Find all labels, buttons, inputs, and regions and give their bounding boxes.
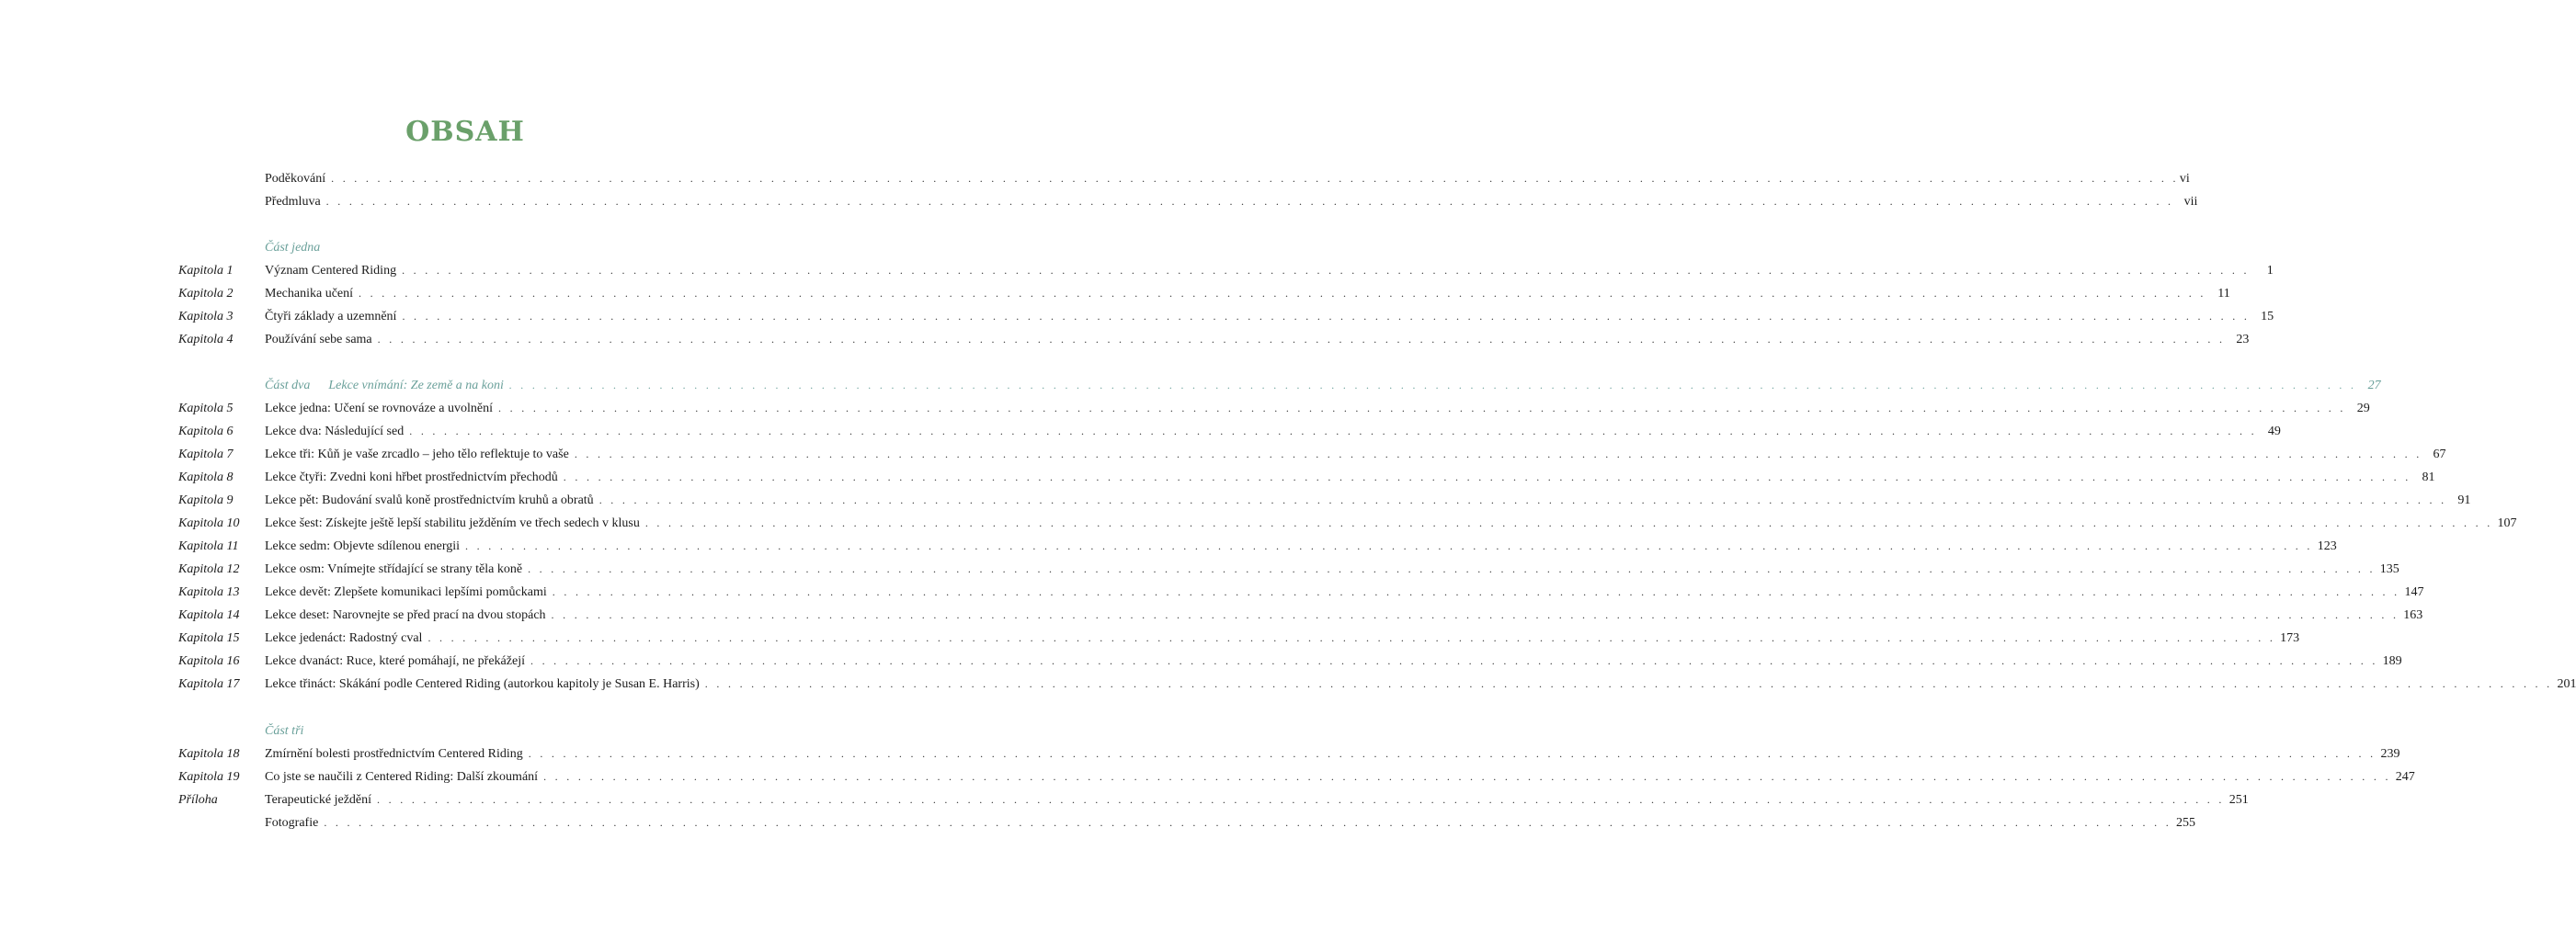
entry-title: Lekce jedna: Učení se rovnováze a uvolnění bbox=[265, 402, 494, 415]
leader-dots: . . . . . . . . . . . . . . . . . . . . . . . . . . . . . . . . . . . . . . . . . . . . . . . . . . . . . . . . . . . . . . . . . . . . . . . . . . . . . . . . . . . . . . . . . . . . . . . . . . . . . . . . . . . . . . . . . . . . . . . . . . . . . . . . . . . . . . . . . . . . . . . . . . . . . . . . . . . . . . . . bbox=[551, 608, 2399, 621]
page-number: 81 bbox=[2422, 470, 2435, 484]
leader-dots: . . . . . . . . . . . . . . . . . . . . . . . . . . . . . . . . . . . . . . . . . . . . . . . . . . . . . . . . . . . . . . . . . . . . . . . . . . . . . . . . . . . . . . . . . . . . . . . . . . . . . . . . . . . . . . . . . . . . . . . . . . . . . . . . . . . . . . . . . . . . . . . . . . . . . . . . . . . . . . . . bbox=[377, 793, 2225, 806]
page-number: vi bbox=[2179, 172, 2190, 186]
page-number: 251 bbox=[2228, 793, 2249, 807]
chapter-label: Kapitola 13 bbox=[178, 585, 240, 599]
entry-line bbox=[265, 788, 2249, 811]
entry-line bbox=[265, 535, 2337, 558]
toc-entry bbox=[0, 190, 2198, 213]
page-number: 123 bbox=[2317, 539, 2337, 553]
entry-title: Lekce tři: Kůň je vaše zrcadlo – jeho tělo reflektuje to vaše bbox=[265, 448, 569, 461]
entry-title: Používání sebe sama bbox=[265, 333, 372, 346]
toc-entry bbox=[0, 397, 2370, 420]
page-number: 255 bbox=[2176, 816, 2196, 830]
chapter-label: Kapitola 3 bbox=[178, 310, 234, 323]
leader-dots: . . . . . . . . . . . . . . . . . . . . . . . . . . . . . . . . . . . . . . . . . . . . . . . . . . . . . . . . . . . . . . . . . . . . . . . . . . . . . . . . . . . . . . . . . . . . . . . . . . . . . . . . . . . . . . . . . . . . . . . . . . . . . . . . . . . . . . . . . . . . . . . . . . . . . . . . . . . . . . . . bbox=[528, 562, 2376, 575]
leader-dots: . . . . . . . . . . . . . . . . . . . . . . . . . . . . . . . . . . . . . . . . . . . . . . . . . . . . . . . . . . . . . . . . . . . . . . . . . . . . . . . . . . . . . . . . . . . . . . . . . . . . . . . . . . . . . . . . . . . . . . . . . . . . . . . . . . . . . . . . . . . . . . . . . . . . . . . . . . . . . . . . bbox=[552, 585, 2400, 598]
leader-dots: . . . . . . . . . . . . . . . . . . . . . . . . . . . . . . . . . . . . . . . . . . . . . . . . . . . . . . . . . . . . . . . . . . . . . . . . . . . . . . . . . . . . . . . . . . . . . . . . . . . . . . . . . . . . . . . . . . . . . . . . . . . . . . . . . . . . . . . . . . . . . . . . . . . . . . . . . . . . . . . . bbox=[498, 402, 2346, 414]
page-title: OBSAH bbox=[405, 116, 525, 148]
page-number: 247 bbox=[2395, 770, 2415, 784]
entry-line bbox=[265, 558, 2399, 581]
toc-entry bbox=[0, 259, 2274, 282]
chapter-label: Kapitola 1 bbox=[178, 264, 234, 278]
entry-line bbox=[265, 720, 752, 743]
leader-dots: . . . . . . . . . . . . . . . . . . . . . . . . . . . . . . . . . . . . . . . . . . . . . . . . . . . . . . . . . . . . . . . . . . . . . . . . . . . . . . . . . . . . . . . . . . . . . . . . . . . . . . . . . . . . . . . . . . . . . . . . . . . . . . . . . . . . . . . . . . . . . . . . . . . . . . . . . . . . . . . . bbox=[377, 333, 2226, 346]
chapter-label: Kapitola 15 bbox=[178, 631, 240, 645]
page-number: 163 bbox=[2403, 608, 2423, 622]
entry-title: Lekce deset: Narovnejte se před prací na dvou stopách bbox=[265, 608, 546, 622]
chapter-label: Kapitola 16 bbox=[178, 654, 240, 668]
entry-line bbox=[265, 581, 2424, 604]
entry-line bbox=[265, 466, 2435, 489]
leader-dots: . . . . . . . . . . . . . . . . . . . . . . . . . . . . . . . . . . . . . . . . . . . . . . . . . . . . . . . . . . . . . . . . . . . . . . . . . . . . . . . . . . . . . . . . . . . . . . . . . . . . . . . . . . . . . . . . . . . . . . . . . . . . . . . . . . . . . . . . . . . . . . . . . . . . . . . . . . . . . . . . bbox=[324, 816, 2172, 829]
toc-part-heading bbox=[0, 374, 2381, 397]
leader-dots: . . . . . . . . . . . . . . . . . . . . . . . . . . . . . . . . . . . . . . . . . . . . . . . . . . . . . . . . . . . . . . . . . . . . . . . . . . . . . . . . . . . . . . . . . . . . . . . . . . . . . . . . . . . . . . . . . . . . . . . . . . . . . . . . . . . . . . . . . . . . . . . . . . . . . . . . . . . . . . . . bbox=[644, 516, 2493, 529]
toc-entry bbox=[0, 581, 2424, 604]
toc-entry bbox=[0, 673, 2576, 696]
entry-line bbox=[265, 397, 2370, 420]
entry-title: Čtyři základy a uzemnění bbox=[265, 310, 397, 323]
entry-title: Mechanika učení bbox=[265, 287, 354, 300]
page-number: 27 bbox=[2367, 379, 2381, 392]
entry-title: Lekce sedm: Objevte sdílenou energii bbox=[265, 539, 461, 553]
entry-line bbox=[265, 236, 752, 259]
leader-dots: . . . . . . . . . . . . . . . . . . . . . . . . . . . . . . . . . . . . . . . . . . . . . . . . . . . . . . . . . . . . . . . . . . . . . . . . . . . . . . . . . . . . . . . . . . . . . . . . . . . . . . . . . . . . . . . . . . . . . . . . . . . . . . . . . . . . . . . . . . . . . . . . . . . . . . . . . . . . . . . . bbox=[704, 677, 2553, 690]
entry-line bbox=[265, 420, 2281, 443]
entry-line bbox=[265, 650, 2402, 673]
entry-line bbox=[265, 305, 2274, 328]
toc-entry bbox=[0, 535, 2337, 558]
toc-entry bbox=[0, 512, 2517, 535]
chapter-label: Příloha bbox=[178, 793, 218, 807]
chapter-label: Kapitola 12 bbox=[178, 562, 240, 576]
page-number: 239 bbox=[2380, 747, 2400, 761]
toc-entry bbox=[0, 443, 2446, 466]
toc-entry bbox=[0, 811, 2196, 834]
entry-line bbox=[265, 328, 2250, 351]
entry-line bbox=[265, 512, 2517, 535]
toc-entry bbox=[0, 305, 2274, 328]
entry-line bbox=[265, 443, 2446, 466]
entry-title: Lekce čtyři: Zvedni koni hřbet prostřednictvím přechodů bbox=[265, 470, 558, 484]
entry-title: Poděkování bbox=[265, 172, 326, 186]
toc-entry bbox=[0, 743, 2400, 765]
entry-title: Lekce jedenáct: Radostný cval bbox=[265, 631, 423, 645]
entry-title: Terapeutické ježdění bbox=[265, 793, 372, 807]
leader-dots: . . . . . . . . . . . . . . . . . . . . . . . . . . . . . . . . . . . . . . . . . . . . . . . . . . . . . . . . . . . . . . . . . . . . . . . . . . . . . . . . . . . . . . . . . . . . . . . . . . . . . . . . . . . . . . . . . . . . . . . . . . . . . . . . . . . . . . . . . . . . . . . . . . . . . . . . . . . . . . . . bbox=[359, 287, 2206, 300]
entry-line bbox=[265, 259, 2274, 282]
page-number: 147 bbox=[2404, 585, 2424, 599]
page-number: 201 bbox=[2557, 677, 2576, 691]
leader-dots: . . . . . . . . . . . . . . . . . . . . . . . . . . . . . . . . . . . . . . . . . . . . . . . . . . . . . . . . . . . . . . . . . . . . . . . . . . . . . . . . . . . . . . . . . . . . . . . . . . . . . . . . . . . . . . . . . . . . . . . . . . . . . . . . . . . . . . . . . . . . . . . . . . . . . . . . . . . . . . . . bbox=[325, 195, 2174, 208]
part-title: Část jedna bbox=[265, 241, 321, 255]
chapter-label: Kapitola 4 bbox=[178, 333, 234, 346]
entry-line bbox=[265, 282, 2230, 305]
leader-dots: . . . . . . . . . . . . . . . . . . . . . . . . . . . . . . . . . . . . . . . . . . . . . . . . . . . . . . . . . . . . . . . . . . . . . . . . . . . . . . . . . . . . . . . . . . . . . . . . . . . . . . . . . . . . . . . . . . . . . . . . . . . . . . . . . . . . . . . . . . . . . . . . . . . . . . . . . . . . . . . . bbox=[530, 654, 2378, 667]
part-subtitle: Lekce vnímání: Ze země a na koni bbox=[328, 379, 504, 392]
chapter-label: Kapitola 6 bbox=[178, 425, 234, 438]
chapter-label: Kapitola 5 bbox=[178, 402, 234, 415]
leader-dots: . . . . . . . . . . . . . . . . . . . . . . . . . . . . . . . . . . . . . . . . . . . . . . . . . . . . . . . . . . . . . . . . . . . . . . . . . . . . . . . . . . . . . . . . . . . . . . . . . . . . . . . . . . . . . . . . . . . . . . . . . . . . . . . . . . . . . . . . . . . . . . . . . . . . . . . . . . . . . . . . bbox=[465, 539, 2313, 552]
page-number: 107 bbox=[2497, 516, 2517, 530]
page-number: 91 bbox=[2457, 493, 2471, 507]
leader-dots: . . . . . . . . . . . . . . . . . . . . . . . . . . . . . . . . . . . . . . . . . . . . . . . . . . . . . . . . . . . . . . . . . . . . . . . . . . . . . . . . . . . . . . . . . . . . . . . . . . . . . . . . . . . . . . . . . . . . . . . . . . . . . . . . . . . . . . . . . . . . . . . . . . . . . . . . . . . . . . . . bbox=[409, 425, 2257, 437]
entry-line bbox=[265, 743, 2400, 765]
toc-entry bbox=[0, 558, 2399, 581]
toc-entry bbox=[0, 788, 2249, 811]
entry-line bbox=[265, 190, 2198, 213]
entry-line bbox=[265, 167, 2190, 190]
toc-entry bbox=[0, 650, 2402, 673]
entry-title: Lekce šest: Získejte ještě lepší stabilitu ježděním ve třech sedech v klusu bbox=[265, 516, 640, 530]
leader-dots: . . . . . . . . . . . . . . . . . . . . . . . . . . . . . . . . . . . . . . . . . . . . . . . . . . . . . . . . . . . . . . . . . . . . . . . . . . . . . . . . . . . . . . . . . . . . . . . . . . . . . . . . . . . . . . . . . . . . . . . . . . . . . . . . . . . . . . . . . . . . . . . . . . . . . . . . . . . . . . . . bbox=[508, 379, 2357, 391]
toc-entry bbox=[0, 489, 2471, 512]
leader-dots: . . . . . . . . . . . . . . . . . . . . . . . . . . . . . . . . . . . . . . . . . . . . . . . . . . . . . . . . . . . . . . . . . . . . . . . . . . . . . . . . . . . . . . . . . . . . . . . . . . . . . . . . . . . . . . . . . . . . . . . . . . . . . . . . . . . . . . . . . . . . . . . . . . . . . . . . . . . . . . . . bbox=[427, 631, 2276, 644]
page-number: 29 bbox=[2356, 402, 2370, 415]
entry-title: Lekce dva: Následující sed bbox=[265, 425, 405, 438]
leader-dots: . . . . . . . . . . . . . . . . . . . . . . . . . . . . . . . . . . . . . . . . . . . . . . . . . . . . . . . . . . . . . . . . . . . . . . . . . . . . . . . . . . . . . . . . . . . . . . . . . . . . . . . . . . . . . . . . . . . . . . . . . . . . . . . . . . . . . . . . . . . . . . . . . . . . . . . . . . . . . . . . bbox=[563, 470, 2411, 483]
chapter-label: Kapitola 10 bbox=[178, 516, 240, 530]
toc-entry bbox=[0, 604, 2423, 627]
page-number: 23 bbox=[2236, 333, 2250, 346]
toc-entry bbox=[0, 282, 2230, 305]
toc-entry bbox=[0, 627, 2300, 650]
toc-part-heading bbox=[0, 236, 941, 259]
toc-entry bbox=[0, 167, 2190, 190]
entry-title: Lekce osm: Vnímejte střídající se strany těla koně bbox=[265, 562, 523, 576]
chapter-label: Kapitola 7 bbox=[178, 448, 234, 461]
leader-dots: . . . . . . . . . . . . . . . . . . . . . . . . . . . . . . . . . . . . . . . . . . . . . . . . . . . . . . . . . . . . . . . . . . . . . . . . . . . . . . . . . . . . . . . . . . . . . . . . . . . . . . . . . . . . . . . . . . . . . . . . . . . . . . . . . . . . . . . . . . . . . . . . . . . . . . . . . . . . . . . . bbox=[574, 448, 2422, 460]
page-number: 135 bbox=[2379, 562, 2399, 576]
leader-dots: . . . . . . . . . . . . . . . . . . . . . . . . . . . . . . . . . . . . . . . . . . . . . . . . . . . . . . . . . . . . . . . . . . . . . . . . . . . . . . . . . . . . . . . . . . . . . . . . . . . . . . . . . . . . . . . . . . . . . . . . . . . . . . . . . . . . . . . . . . . . . . . . . . . . . . . . . . . . . . . . bbox=[402, 310, 2251, 323]
toc-part-heading bbox=[0, 720, 941, 743]
entry-title: Lekce pět: Budování svalů koně prostřednictvím kruhů a obratů bbox=[265, 493, 594, 507]
entry-line bbox=[265, 765, 2415, 788]
page-number: 173 bbox=[2280, 631, 2300, 645]
chapter-label: Kapitola 18 bbox=[178, 747, 240, 761]
page-number: 67 bbox=[2433, 448, 2446, 461]
part-title: Část tři bbox=[265, 724, 304, 738]
page-number: 11 bbox=[2217, 287, 2230, 300]
toc-entry bbox=[0, 466, 2435, 489]
chapter-label: Kapitola 19 bbox=[178, 770, 240, 784]
toc-entry bbox=[0, 328, 2250, 351]
part-title: Část dva bbox=[265, 379, 311, 392]
entry-title: Lekce devět: Zlepšete komunikaci lepšími pomůckami bbox=[265, 585, 547, 599]
entry-title: Co jste se naučili z Centered Riding: Další zkoumání bbox=[265, 770, 539, 784]
page-number: 1 bbox=[2266, 264, 2274, 278]
entry-line bbox=[265, 489, 2471, 512]
chapter-label: Kapitola 9 bbox=[178, 493, 234, 507]
entry-title: Význam Centered Riding bbox=[265, 264, 397, 278]
chapter-label: Kapitola 8 bbox=[178, 470, 234, 484]
chapter-label: Kapitola 14 bbox=[178, 608, 240, 622]
chapter-label: Kapitola 11 bbox=[178, 539, 239, 553]
leader-dots: . . . . . . . . . . . . . . . . . . . . . . . . . . . . . . . . . . . . . . . . . . . . . . . . . . . . . . . . . . . . . . . . . . . . . . . . . . . . . . . . . . . . . . . . . . . . . . . . . . . . . . . . . . . . . . . . . . . . . . . . . . . . . . . . . . . . . . . . . . . . . . . . . . . . . . . . . . . . . . . . bbox=[331, 172, 2179, 185]
entry-line bbox=[265, 374, 2381, 397]
entry-title: Zmírnění bolesti prostřednictvím Centered Riding bbox=[265, 747, 523, 761]
entry-line bbox=[265, 604, 2423, 627]
entry-line bbox=[265, 627, 2300, 650]
page-number: 49 bbox=[2267, 425, 2281, 438]
leader-dots: . . . . . . . . . . . . . . . . . . . . . . . . . . . . . . . . . . . . . . . . . . . . . . . . . . . . . . . . . . . . . . . . . . . . . . . . . . . . . . . . . . . . . . . . . . . . . . . . . . . . . . . . . . . . . . . . . . . . . . . . . . . . . . . . . . . . . . . . . . . . . . . . . . . . . . . . . . . . . . . . bbox=[528, 747, 2377, 760]
leader-dots: . . . . . . . . . . . . . . . . . . . . . . . . . . . . . . . . . . . . . . . . . . . . . . . . . . . . . . . . . . . . . . . . . . . . . . . . . . . . . . . . . . . . . . . . . . . . . . . . . . . . . . . . . . . . . . . . . . . . . . . . . . . . . . . . . . . . . . . . . . . . . . . . . . . . . . . . . . . . . . . . bbox=[402, 264, 2250, 277]
entry-line bbox=[265, 811, 2196, 834]
toc-entry bbox=[0, 420, 2281, 443]
page-number: 189 bbox=[2382, 654, 2402, 668]
page-number: vii bbox=[2183, 195, 2198, 209]
toc-entry bbox=[0, 765, 2415, 788]
entry-title: Lekce dvanáct: Ruce, které pomáhají, ne překážejí bbox=[265, 654, 525, 668]
entry-line bbox=[265, 673, 2576, 696]
entry-title: Fotografie bbox=[265, 816, 319, 830]
entry-title: Lekce třináct: Skákání podle Centered Riding (autorkou kapitoly je Susan E. Harris) bbox=[265, 677, 700, 691]
leader-dots: . . . . . . . . . . . . . . . . . . . . . . . . . . . . . . . . . . . . . . . . . . . . . . . . . . . . . . . . . . . . . . . . . . . . . . . . . . . . . . . . . . . . . . . . . . . . . . . . . . . . . . . . . . . . . . . . . . . . . . . . . . . . . . . . . . . . . . . . . . . . . . . . . . . . . . . . . . . . . . . . bbox=[543, 770, 2391, 783]
leader-dots: . . . . . . . . . . . . . . . . . . . . . . . . . . . . . . . . . . . . . . . . . . . . . . . . . . . . . . . . . . . . . . . . . . . . . . . . . . . . . . . . . . . . . . . . . . . . . . . . . . . . . . . . . . . . . . . . . . . . . . . . . . . . . . . . . . . . . . . . . . . . . . . . . . . . . . . . . . . . . . . . bbox=[598, 493, 2447, 506]
entry-title: Předmluva bbox=[265, 195, 321, 209]
chapter-label: Kapitola 17 bbox=[178, 677, 240, 691]
chapter-label: Kapitola 2 bbox=[178, 287, 234, 300]
page-number: 15 bbox=[2261, 310, 2274, 323]
